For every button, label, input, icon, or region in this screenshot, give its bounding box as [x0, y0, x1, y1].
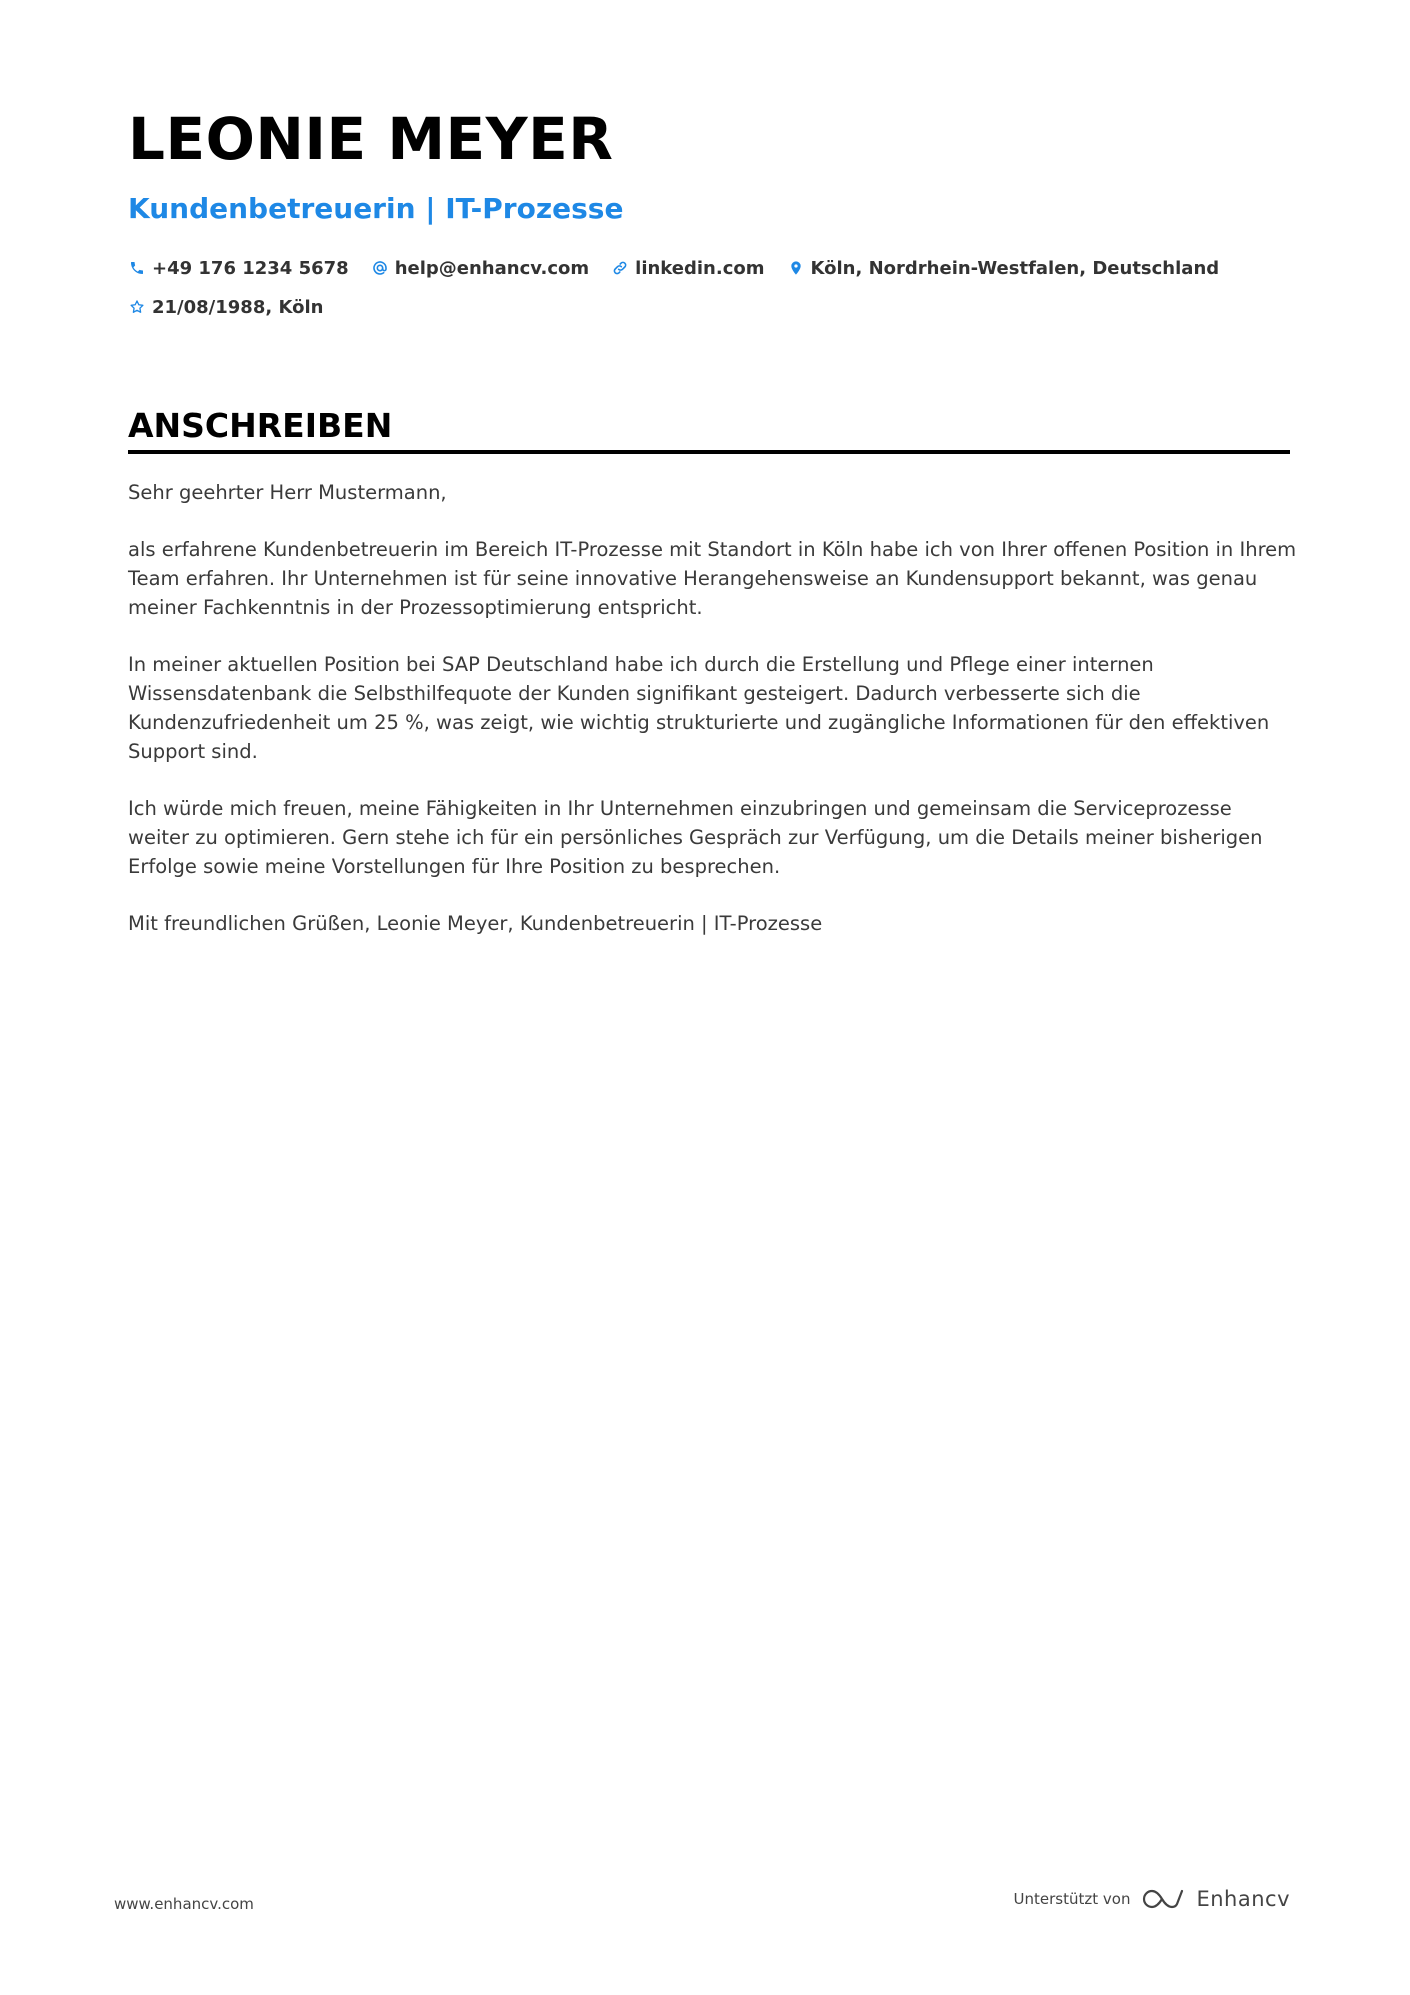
- map-pin-icon: [787, 259, 805, 277]
- enhancv-logo-icon: [1142, 1886, 1186, 1912]
- linkedin-text: linkedin.com: [635, 257, 765, 279]
- contact-email[interactable]: [371, 258, 589, 279]
- letter-salutation: Sehr geehrter Herr Mustermann,: [128, 481, 447, 504]
- contact-phone[interactable]: [128, 258, 349, 279]
- footer-powered-by[interactable]: [1014, 1886, 1290, 1912]
- contact-row: [128, 293, 1308, 321]
- star-icon: [128, 298, 146, 316]
- section-divider: [128, 450, 1290, 454]
- footer-website[interactable]: www.enhancv.com: [114, 1895, 254, 1913]
- phone-icon: [128, 259, 146, 277]
- section-title: ANSCHREIBEN: [128, 406, 393, 445]
- brand-name: Enhancv: [1196, 1887, 1290, 1911]
- email-text: help@enhancv.com: [394, 257, 590, 279]
- link-icon: [611, 259, 629, 277]
- contact-info: [128, 254, 1308, 332]
- letter-paragraph: Ich würde mich freuen, meine Fähigkeiten in Ihr Unternehmen einzubringen und gemeinsam die Serviceprozesse weiter zu optimieren. Gern stehe ich für ein persönliches Gespräch zur Verfügung, um die Details meiner bisherigen Erfolge sowie meine Vorstellungen für Ihre Position zu besprechen.: [128, 797, 1263, 878]
- phone-text: +49 176 1234 5678: [152, 257, 349, 279]
- letter-closing: Mit freundlichen Grüßen, Leonie Meyer, Kundenbetreuerin | IT-Prozesse: [128, 912, 823, 935]
- letter-paragraph: als erfahrene Kundenbetreuerin im Bereich IT-Prozesse mit Standort in Köln habe ich von Ihrer offenen Position in Ihrem Team erfahren. Ihr Unternehmen ist für seine innovative Herangehensweise an Kundensupport bekannt, was genau meiner Fachkenntnis in der Prozessoptimierung entspricht.: [128, 538, 1297, 619]
- contact-row: [128, 254, 1308, 282]
- contact-location: [787, 258, 1220, 279]
- letter-body: [128, 478, 1298, 966]
- birth-text: 21/08/1988, Köln: [152, 296, 324, 318]
- applicant-role: Kundenbetreuerin | IT-Prozesse: [128, 192, 624, 225]
- powered-by-label: Unterstützt von: [1013, 1890, 1131, 1908]
- contact-birth: [128, 297, 323, 318]
- applicant-name: LEONIE MEYER: [128, 105, 614, 173]
- letter-paragraph: In meiner aktuellen Position bei SAP Deutschland habe ich durch die Erstellung und Pflege einer internen Wissensdatenbank die Selbsthilfequote der Kunden signifikant gesteigert. Dadurch verbesserte sich die Kundenzufriedenheit um 25 %, was zeigt, wie wichtig strukturierte und zugängliche Informationen für den effektiven Support sind.: [128, 653, 1270, 763]
- location-text: Köln, Nordrhein-Westfalen, Deutschland: [810, 257, 1220, 279]
- at-icon: [371, 259, 389, 277]
- contact-linkedin[interactable]: [611, 258, 764, 279]
